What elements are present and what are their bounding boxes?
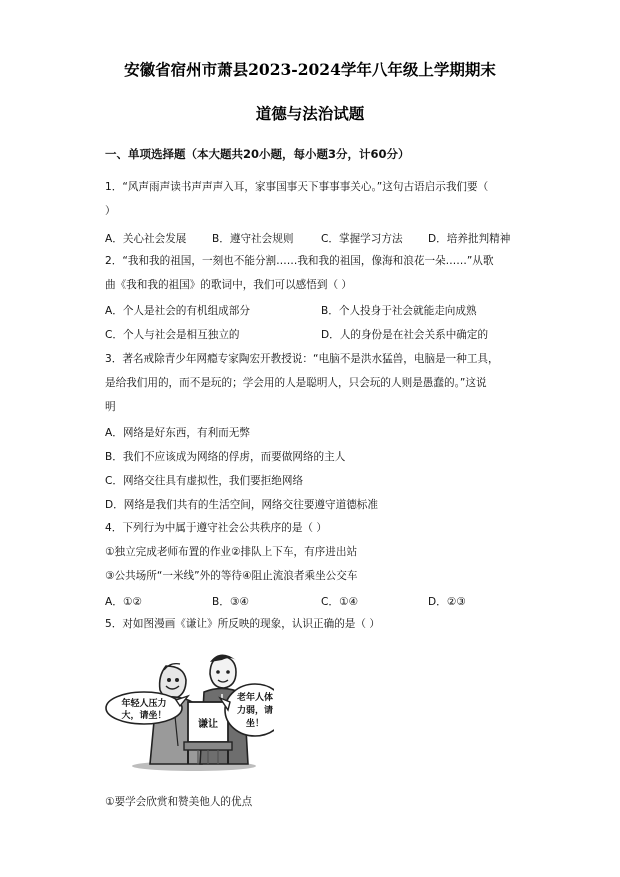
question-3-stem-cont: 是给我们用的，而不是玩的；学会用的人是聪明人，只会玩的人则是愚蠢的。”这说 <box>105 377 487 389</box>
q3-option-d: D．网络是我们共有的生活空间，网络交往要遵守道德标准 <box>105 499 378 511</box>
question-5-item-1: ①要学会欣赏和赞美他人的优点 <box>105 796 253 808</box>
right-bubble-line3: 坐！ <box>245 719 265 729</box>
right-bubble-line2: 力弱，请 <box>236 706 274 716</box>
q1-option-a: A．关心社会发展 <box>105 233 187 245</box>
cartoon-image <box>104 636 274 774</box>
q4-option-c: C．①④ <box>321 596 358 608</box>
question-2-stem: 2．“我和我的祖国，一刻也不能分割……我和我的祖国，像海和浪花一朵……”从歌 <box>105 255 494 267</box>
q4-option-a: A．①② <box>105 596 142 608</box>
q4-option-d: D．②③ <box>428 596 466 608</box>
right-bubble-line1: 老年人体 <box>236 693 274 703</box>
q1-option-c: C．掌握学习方法 <box>321 233 403 245</box>
question-4-item-line1: ①独立完成老师布置的作业②排队上下车，有序进出站 <box>105 546 358 558</box>
q3-option-a: A．网络是好东西，有利而无弊 <box>105 427 250 439</box>
question-2-stem-cont: 曲《我和我的祖国》的歌词中，我们可以感悟到（ ） <box>105 279 353 291</box>
exam-title: 安徽省宿州市萧县2023-2024学年八年级上学期期末 <box>124 60 496 79</box>
q2-option-d: D．人的身份是在社会关系中确定的 <box>321 329 489 341</box>
exam-subject-title: 道德与法治试题 <box>255 104 365 123</box>
left-bubble-line1: 年轻人压力 <box>121 699 167 709</box>
question-4-stem: 4．下列行为中属于遵守社会公共秩序的是（ ） <box>105 522 327 534</box>
q1-option-d: D．培养批判精神 <box>428 233 511 245</box>
q4-option-b: B．③④ <box>212 596 249 608</box>
question-4-item-line2: ③公共场所“一米线”外的等待④阻止流浪者乘坐公交车 <box>105 570 358 582</box>
left-bubble-line2: 大，请坐！ <box>121 711 167 721</box>
seat-sign-text: 谦让 <box>198 719 218 730</box>
q2-option-c: C．个人与社会是相互独立的 <box>105 329 240 341</box>
question-3-stem: 3．著名戒除青少年网瘾专家陶宏开教授说：“电脑不是洪水猛兽，电脑是一种工具， <box>105 353 499 365</box>
q2-option-b: B．个人投身于社会就能走向成熟 <box>321 305 477 317</box>
q2-option-a: A．个人是社会的有机组成部分 <box>105 305 250 317</box>
q3-option-b: B．我们不应该成为网络的俘虏，而要做网络的主人 <box>105 451 346 463</box>
question-5-stem: 5．对如图漫画《谦让》所反映的现象，认识正确的是（ ） <box>105 618 380 630</box>
question-1-stem: 1．“风声雨声读书声声声入耳，家事国事天下事事事关心。”这句古语启示我们要（ <box>105 181 489 193</box>
question-1-stem-cont: ） <box>105 205 116 217</box>
question-3-stem-end: 明 <box>105 401 116 413</box>
q3-option-c: C．网络交往具有虚拟性，我们要拒绝网络 <box>105 475 304 487</box>
section-heading: 一、单项选择题（本大题共20小题，每小题3分，计60分） <box>105 147 410 161</box>
q1-option-b: B．遵守社会规则 <box>212 233 294 245</box>
